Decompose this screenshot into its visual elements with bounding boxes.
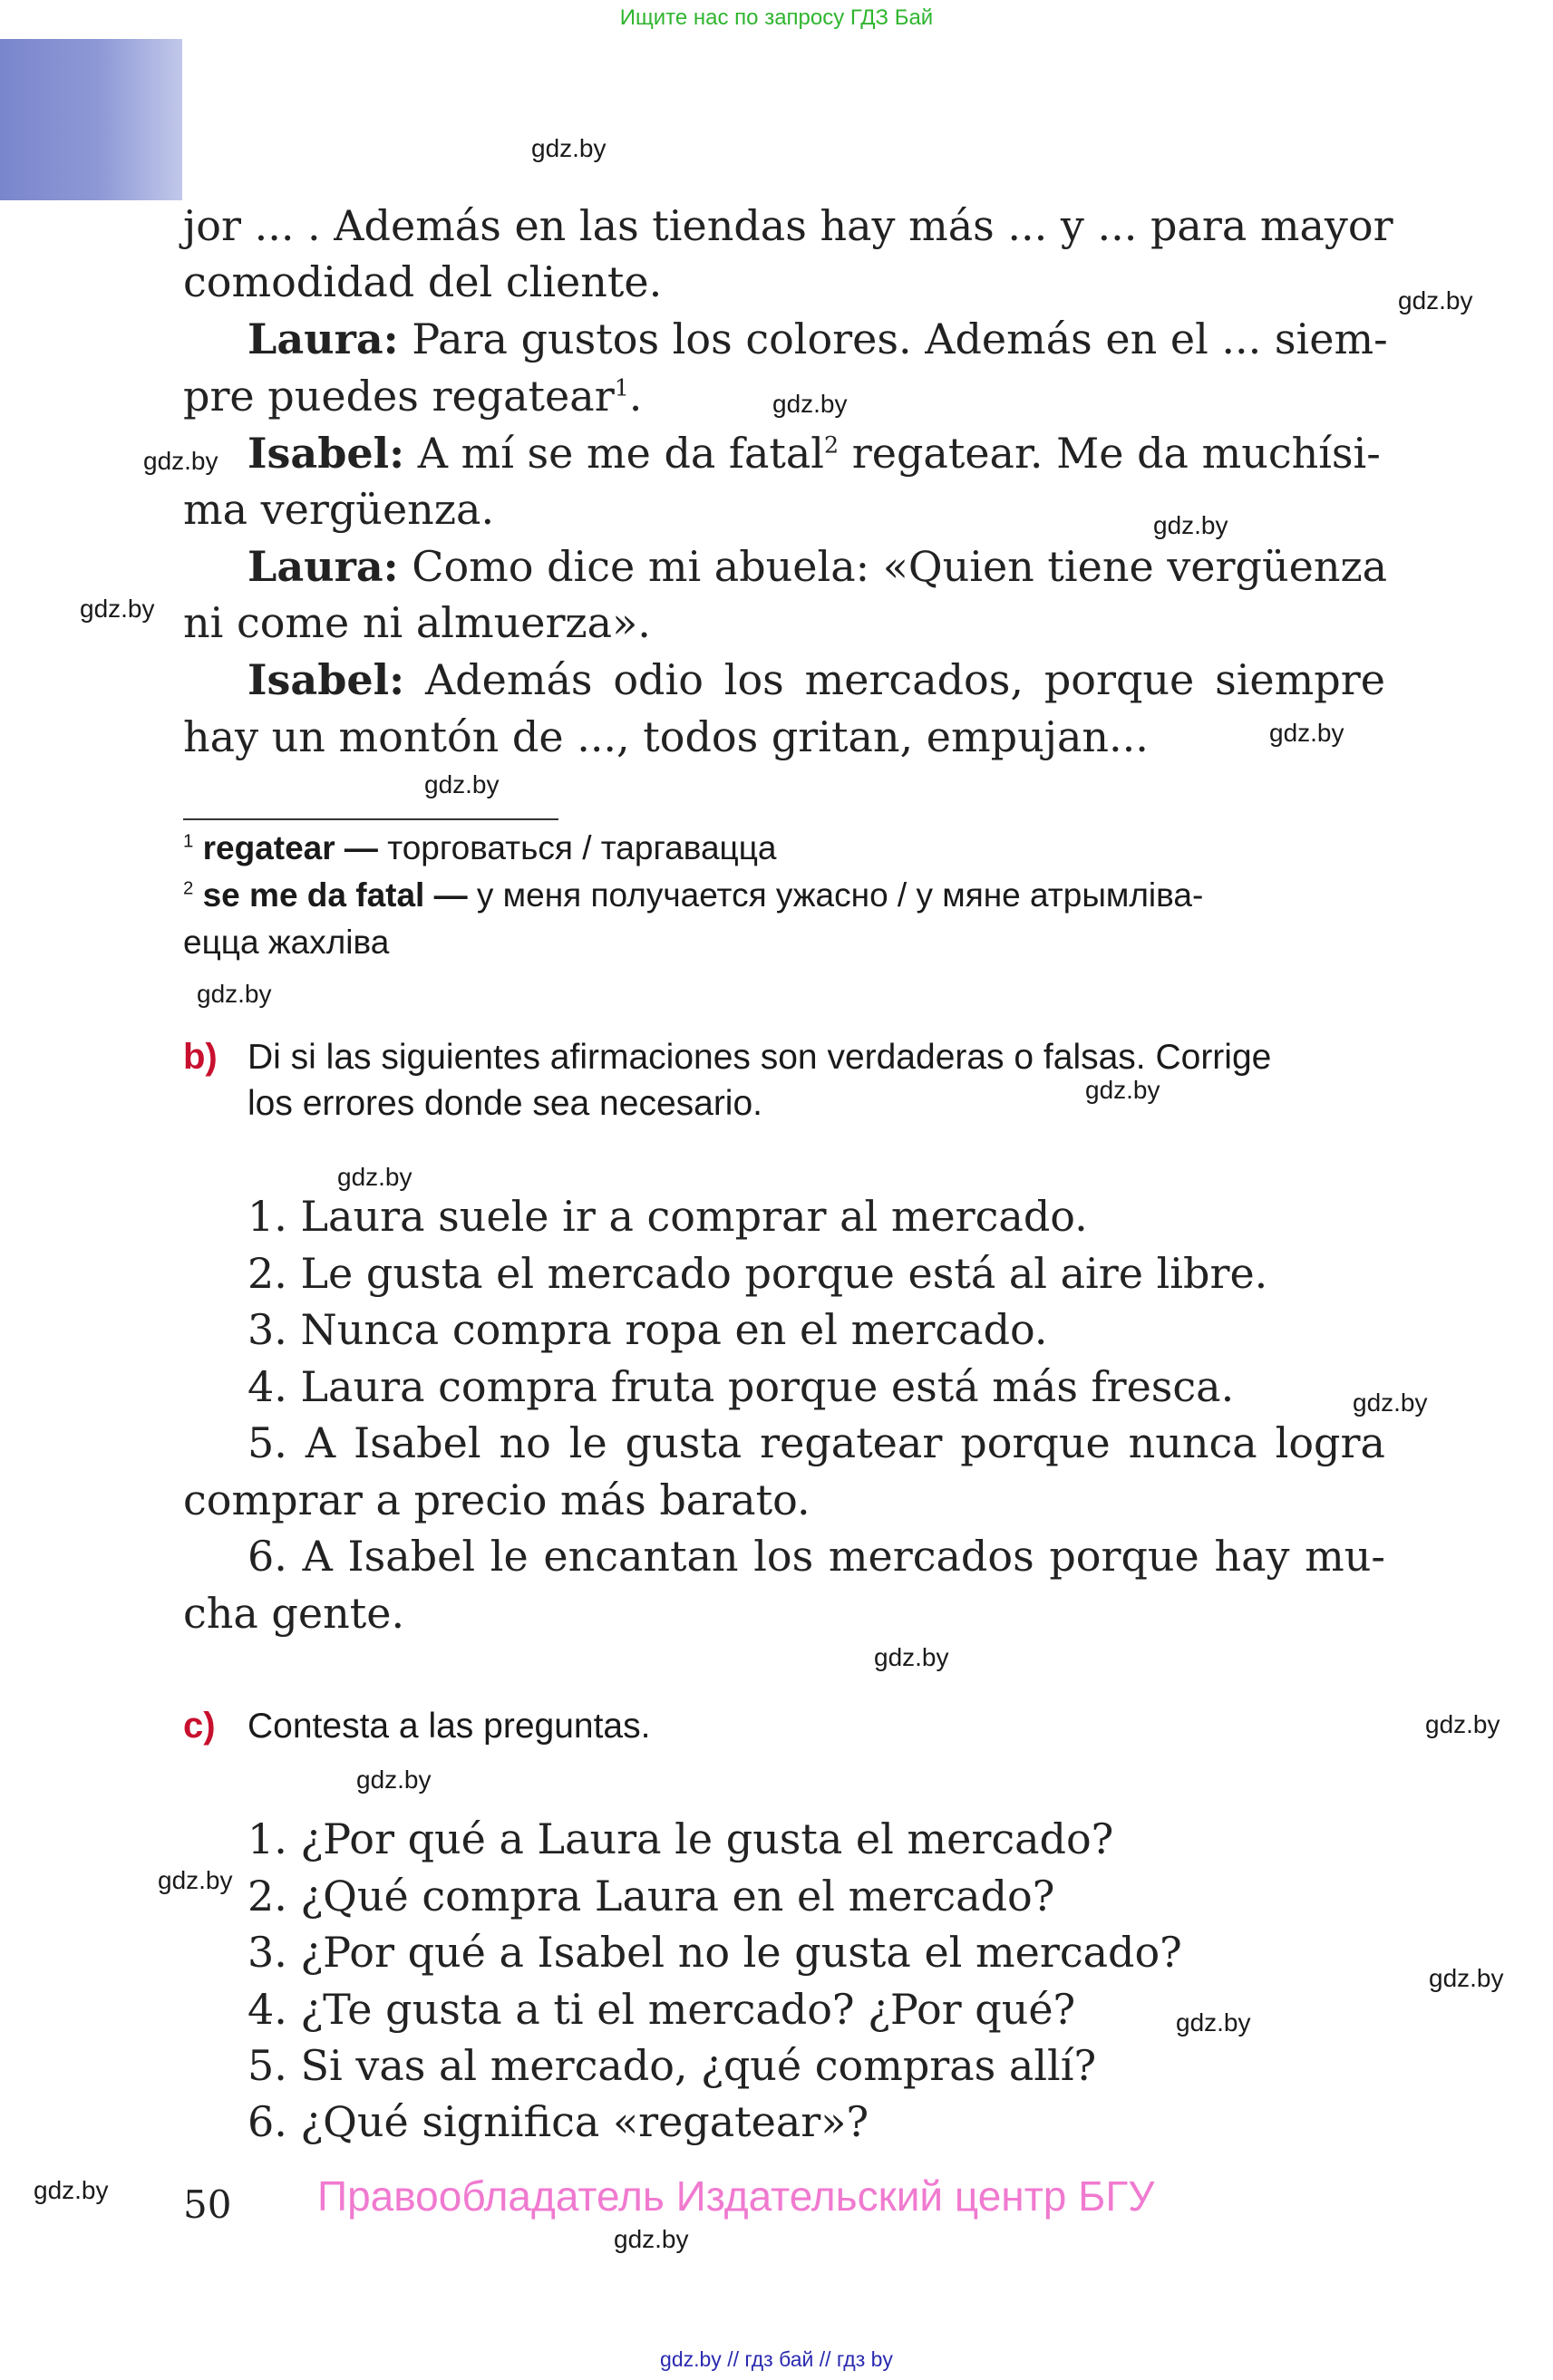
word: nunca xyxy=(1128,1418,1257,1467)
question-item: 3. ¿Por qué a Isabel no le gusta el mercado? xyxy=(248,1928,1182,1977)
section-b-instruction: Di si las siguientes afirmaciones son verdaderas o falsas. Corrige xyxy=(248,1038,1272,1077)
word: A xyxy=(302,1532,333,1581)
top-banner[interactable]: Ищите нас по запросу ГДЗ Бай xyxy=(619,5,934,30)
watermark: gdz.by xyxy=(34,2176,109,2204)
dialogue-line: hay un montón de ..., todos gritan, empujan... xyxy=(183,712,1149,761)
dialogue-line xyxy=(248,429,1381,478)
footnote-number: 2 xyxy=(183,878,194,899)
word: 5. xyxy=(248,1418,287,1467)
watermark: gdz.by xyxy=(337,1163,413,1191)
word: gusta xyxy=(625,1418,743,1467)
page-number: 50 xyxy=(183,2182,232,2227)
dialogue-line xyxy=(248,314,1388,363)
dialogue-text: Para gustos los colores. Además en el ... siem- xyxy=(398,314,1388,363)
copyright-notice: Правообладатель Издательский центр БГУ xyxy=(317,2172,1155,2220)
watermark: gdz.by xyxy=(874,1643,949,1671)
section-c-letter: c) xyxy=(183,1706,216,1746)
dialogue-text: Como dice mi abuela: «Quien tiene vergüenza xyxy=(398,542,1388,591)
dialogue-text: regatear. Me da muchísi- xyxy=(839,429,1381,478)
speaker-isabel: Isabel: xyxy=(248,429,405,478)
dialogue-line: jor ... . Además en las tiendas hay más ... y ... para mayor xyxy=(183,201,1393,250)
watermark: gdz.by xyxy=(1429,1964,1504,1992)
word: odio xyxy=(613,655,704,704)
footnote-ref[interactable]: 2 xyxy=(824,431,840,459)
footnote-text: торговаться / таргавацца xyxy=(377,829,777,866)
statement-item: 1. Laura suele ir a comprar al mercado. xyxy=(248,1192,1088,1241)
bottom-links[interactable]: gdz.by // гдз бай // гдз by xyxy=(660,2347,893,2371)
footnote-ref[interactable]: 1 xyxy=(614,374,629,402)
word: A xyxy=(305,1418,336,1467)
speaker-isabel: Isabel: xyxy=(248,655,405,704)
word: mercados xyxy=(828,1532,1034,1581)
watermark: gdz.by xyxy=(772,390,848,418)
watermark: gdz.by xyxy=(197,980,272,1008)
statement-item: comprar a precio más barato. xyxy=(183,1475,810,1524)
word: 6. xyxy=(248,1532,287,1581)
question-item: 4. ¿Te gusta a ti el mercado? ¿Por qué? xyxy=(248,1985,1076,2034)
statement-item: 4. Laura compra fruta porque está más fresca. xyxy=(248,1362,1235,1411)
dialogue-text: A mí se me da fatal xyxy=(404,429,825,478)
footnote xyxy=(183,876,1203,914)
statement-item: cha gente. xyxy=(183,1589,405,1638)
watermark: gdz.by xyxy=(1353,1388,1428,1417)
watermark: gdz.by xyxy=(1176,2008,1251,2037)
word: porque xyxy=(1049,1532,1199,1581)
section-c-instruction: Contesta a las preguntas. xyxy=(248,1707,651,1746)
footnote-text: у меня получается ужасно / у мяне атрымліва- xyxy=(467,876,1204,914)
footnote-text: ецца жахліва xyxy=(183,924,390,961)
word: Isabel xyxy=(353,1418,481,1467)
word: siempre xyxy=(1215,655,1385,704)
statement-item xyxy=(248,1418,1385,1467)
statement-item: 2. Le gusta el mercado porque está al aire libre. xyxy=(248,1249,1268,1298)
speaker-laura: Laura: xyxy=(248,314,399,363)
watermark: gdz.by xyxy=(80,595,155,623)
watermark: gdz.by xyxy=(1153,511,1228,539)
watermark: gdz.by xyxy=(143,447,218,475)
watermark: gdz.by xyxy=(356,1766,432,1794)
question-item: 1. ¿Por qué a Laura le gusta el mercado? xyxy=(248,1814,1114,1863)
word: Además xyxy=(424,655,593,704)
dialogue-text: . xyxy=(628,372,643,421)
word: los xyxy=(753,1532,814,1581)
watermark: gdz.by xyxy=(614,2225,689,2253)
section-b-letter: b) xyxy=(183,1037,218,1077)
watermark: gdz.by xyxy=(1269,719,1344,747)
watermark: gdz.by xyxy=(158,1866,233,1894)
footnote-term: regatear — xyxy=(202,829,378,866)
question-item: 5. Si vas al mercado, ¿qué compras allí? xyxy=(248,2041,1097,2090)
footnote-number: 1 xyxy=(183,831,194,852)
watermark: gdz.by xyxy=(424,770,500,798)
speaker-laura: Laura: xyxy=(248,542,399,591)
word: regatear xyxy=(760,1418,943,1467)
footnote-term: se me da fatal — xyxy=(202,876,468,914)
statement-item xyxy=(248,1532,1385,1581)
word: Isabel xyxy=(347,1532,476,1581)
dialogue-text: pre puedes regatear xyxy=(183,372,615,421)
footnote-divider xyxy=(183,818,558,820)
watermark: gdz.by xyxy=(1425,1710,1500,1738)
word: logra xyxy=(1275,1418,1385,1467)
statement-item: 3. Nunca compra ropa en el mercado. xyxy=(248,1305,1048,1354)
word: porque xyxy=(1043,655,1195,704)
word: porque xyxy=(960,1418,1111,1467)
word: mercados, xyxy=(804,655,1024,704)
section-b-instruction: los errores donde sea necesario. xyxy=(248,1084,762,1123)
watermark: gdz.by xyxy=(1085,1076,1160,1104)
corner-decoration xyxy=(0,39,182,200)
word: le xyxy=(568,1418,607,1467)
word: no xyxy=(499,1418,551,1467)
watermark: gdz.by xyxy=(531,134,607,162)
watermark: gdz.by xyxy=(1398,286,1473,314)
footnote xyxy=(183,829,776,867)
question-item: 6. ¿Qué significa «regatear»? xyxy=(248,2097,869,2146)
dialogue-line: ni come ni almuerza». xyxy=(183,598,651,647)
word: mu- xyxy=(1305,1532,1385,1581)
word: hay xyxy=(1214,1532,1290,1581)
dialogue-line xyxy=(183,372,642,421)
dialogue-line xyxy=(248,542,1387,591)
word: los xyxy=(723,655,784,704)
dialogue-line xyxy=(248,655,1385,704)
dialogue-line: comodidad del cliente. xyxy=(183,257,663,306)
question-item: 2. ¿Qué compra Laura en el mercado? xyxy=(248,1872,1055,1920)
word: le xyxy=(490,1532,529,1581)
dialogue-line: ma vergüenza. xyxy=(183,485,495,534)
word: encantan xyxy=(543,1532,739,1581)
